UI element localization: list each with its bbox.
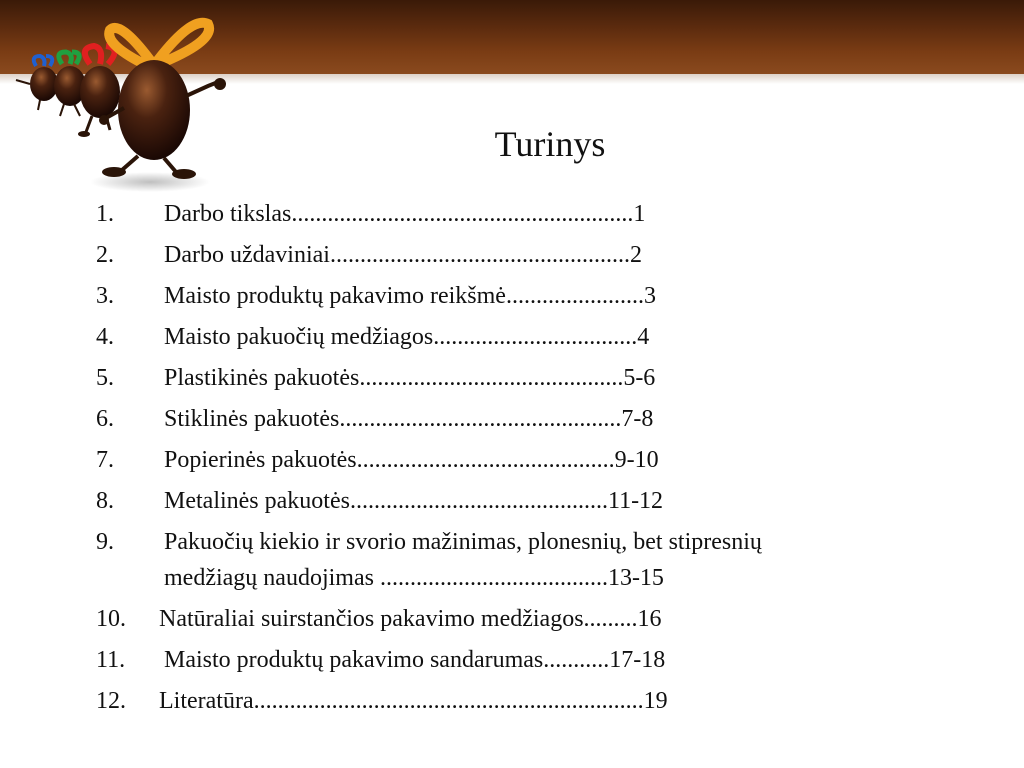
egg-red-medium — [78, 46, 120, 137]
toc-entry-9 — [96, 524, 956, 596]
toc-text: Metalinės pakuotės...........................................11-12 — [164, 488, 664, 514]
toc-number: 7. — [96, 447, 114, 473]
toc-entry-4 — [96, 319, 956, 355]
toc-entry-7 — [96, 442, 956, 478]
toc-number: 1. — [96, 201, 114, 227]
toc-number: 2. — [96, 242, 114, 268]
toc-text: Plastikinės pakuotės............................................5-6 — [164, 365, 656, 391]
toc-entry-12 — [96, 683, 956, 719]
toc-text: Darbo tikslas.........................................................1 — [164, 201, 646, 227]
toc-number: 6. — [96, 406, 114, 432]
toc-entry-10 — [96, 601, 956, 637]
toc-number: 5. — [96, 365, 114, 391]
toc-text: Darbo uždaviniai..................................................2 — [164, 242, 642, 268]
toc-text: Maisto produktų pakavimo sandarumas...........17-18 — [164, 647, 666, 673]
toc-text: Maisto pakuočių medžiagos..................................4 — [164, 324, 650, 350]
toc-text-continued: medžiagų naudojimas ......................................13-15 — [164, 565, 664, 591]
toc-entry-3 — [96, 278, 956, 314]
toc-number: 4. — [96, 324, 114, 350]
toc-entry-2 — [96, 237, 956, 273]
toc-text: Stiklinės pakuotės...............................................7-8 — [164, 406, 654, 432]
toc-entry-8 — [96, 483, 956, 519]
toc-entry-5 — [96, 360, 956, 396]
toc-text: Literatūra.................................................................19 — [159, 688, 668, 714]
toc-entry-6 — [96, 401, 956, 437]
table-of-contents — [96, 196, 956, 724]
toc-number: 12. — [96, 688, 126, 714]
toc-number: 9. — [96, 529, 114, 555]
egg-blue-small — [16, 56, 58, 110]
toc-number: 3. — [96, 283, 114, 309]
slide-title: Turinys — [494, 124, 606, 164]
toc-text: Natūraliai suirstančios pakavimo medžiagos.........16 — [159, 606, 662, 632]
toc-text: Pakuočių kiekio ir svorio mažinimas, plonesnių, bet stipresnių — [164, 529, 762, 555]
toc-text: Popierinės pakuotės...........................................9-10 — [164, 447, 659, 473]
chocolate-eggs-illustration — [0, 0, 260, 200]
toc-entry-11 — [96, 642, 956, 678]
toc-number: 10. — [96, 606, 126, 632]
toc-entry-1 — [96, 196, 956, 232]
toc-text: Maisto produktų pakavimo reikšmė.......................3 — [164, 283, 656, 309]
toc-number: 8. — [96, 488, 114, 514]
toc-number: 11. — [96, 647, 126, 673]
